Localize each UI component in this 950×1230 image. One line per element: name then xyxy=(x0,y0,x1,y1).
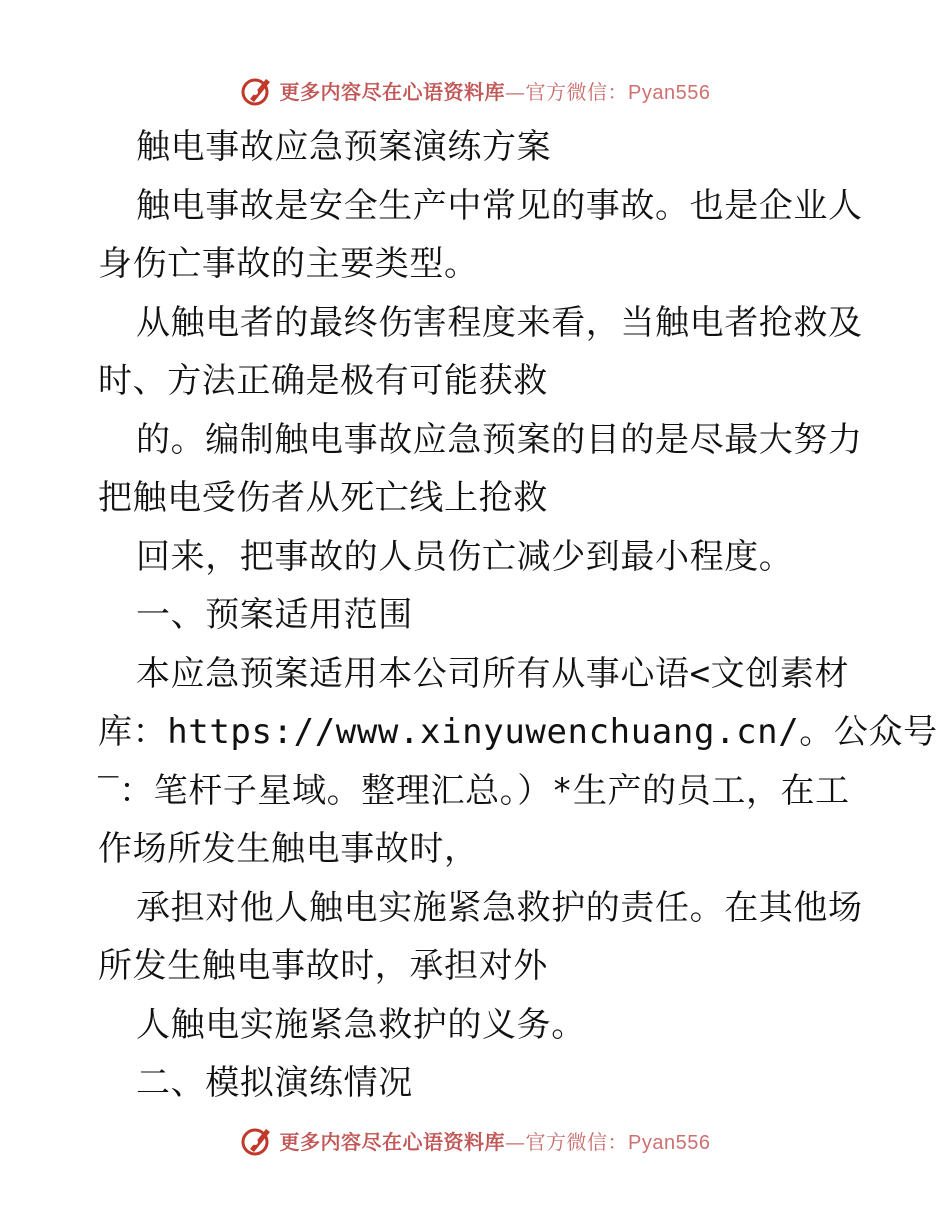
document-body xyxy=(98,118,938,1113)
banner-label: 官方微信： xyxy=(525,79,629,104)
paragraph-line: 把触电受伤者从死亡线上抢救 xyxy=(98,478,548,518)
paragraph-line: 身伤亡事故的主要类型。 xyxy=(98,244,479,284)
banner-site-name: 更多内容尽在心语资料库 xyxy=(279,1129,506,1154)
section-heading: 二、模拟演练情况 xyxy=(136,1063,413,1103)
paragraph-line: 所发生触电事故时，承担对外 xyxy=(98,946,548,986)
paragraph-line: 回来，把事故的人员伤亡减少到最小程度。 xyxy=(136,536,794,577)
pen-nib-logo-icon xyxy=(240,1123,274,1157)
pen-nib-logo-icon xyxy=(240,73,274,107)
banner-text xyxy=(280,76,711,105)
banner-wechat-id: Pyan556 xyxy=(628,81,711,104)
footer-banner xyxy=(0,1120,950,1160)
banner-dash: — xyxy=(505,79,526,104)
paragraph-line: 库：https://www.xinyuwenchuang.cn/。公众号 xyxy=(98,712,938,752)
paragraph-line: 从触电者的最终伤害程度来看，当触电者抢救及 xyxy=(136,302,863,343)
paragraph-line: 作场所发生触电事故时， xyxy=(98,829,479,869)
document-title: 触电事故应急预案演练方案 xyxy=(136,127,552,167)
paragraph-line: 承担对他人触电实施紧急救护的责任。在其他场 xyxy=(136,887,863,928)
paragraph-line: ‾：笔杆子星域。整理汇总。）*生产的员工，在工 xyxy=(98,770,850,811)
paragraph-line: 人触电实施紧急救护的义务。 xyxy=(136,1004,586,1045)
banner-dash: — xyxy=(505,1129,526,1154)
banner-site-name: 更多内容尽在心语资料库 xyxy=(279,79,506,104)
section-heading: 一、预案适用范围 xyxy=(136,595,413,635)
banner-wechat-id: Pyan556 xyxy=(628,1131,711,1154)
paragraph-line: 的。编制触电事故应急预案的目的是尽最大努力 xyxy=(136,419,863,460)
banner-label: 官方微信： xyxy=(525,1129,629,1154)
header-banner xyxy=(0,70,950,110)
paragraph-line: 触电事故是安全生产中常见的事故。也是企业人 xyxy=(136,185,863,226)
paragraph-line: 本应急预案适用本公司所有从事心语<文创素材 xyxy=(136,653,850,694)
paragraph-line: 时、方法正确是极有可能获救 xyxy=(98,361,548,401)
banner-text xyxy=(280,1126,711,1155)
